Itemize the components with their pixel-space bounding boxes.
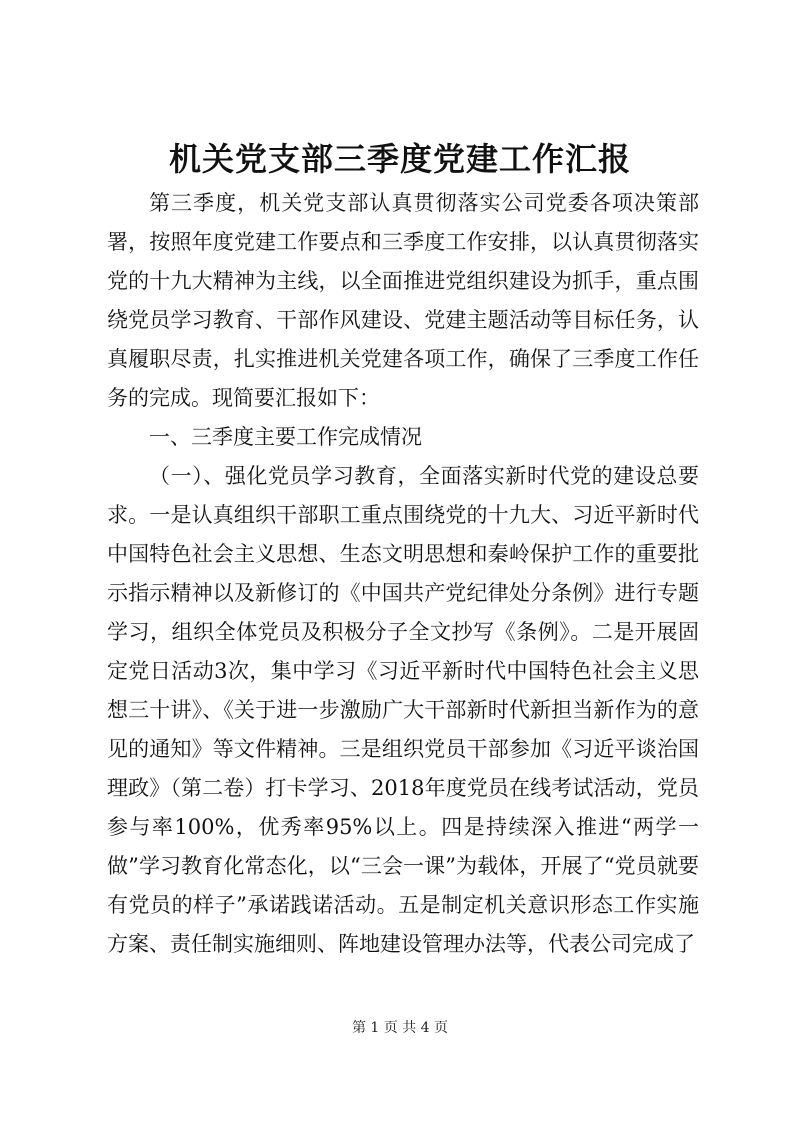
page-footer: 第 1 页 共 4 页 [351, 1020, 449, 1036]
document-body [107, 184, 699, 964]
section-heading: 一、三季度主要工作完成情况 [149, 425, 422, 449]
section-paragraph: （一）、强化党员学习教育，全面落实新时代党的建设总要求。一是认真组织干部职工重点围绕党的十九大、习近平新时代中国特色社会主义思想、生态文明思想和秦岭保护工作的重要批示指示精神以及新修订的《中国共产党纪律处分条例》进行专题学习，组织全体党员及积极分子全文抄写《条例》。二是开展固定党日活动3次，集中学习《习近平新时代中国特色社会主义思想三十讲》、《关于进一步激励广大干部新时代新担当新作为的意见的通知》等文件精神。三是组织党员干部参加《习近平谈治国理政》（第二卷）打卡学习、2018年度党员在线考试活动，党员参与率100%，优秀率95%以上。四是持续深入推进“两学一做”学习教育化常态化，以“三会一课”为载体，开展了“党员就要有党员的样子”承诺践诺活动。五是制定机关意识形态工作实施方案、责任制实施细则、阵地建设管理办法等，代表公司完成了 [107, 464, 699, 956]
intro-paragraph: 第三季度，机关党支部认真贯彻落实公司党委各项决策部署，按照年度党建工作要点和三季度工作安排，以认真贯彻落实党的十九大精神为主线，以全面推进党组织建设为抓手，重点围绕党员学习教育、干部作风建设、党建主题活动等目标任务，认真履职尽责，扎实推进机关党建各项工作，确保了三季度工作任务的完成。现简要汇报如下： [107, 191, 699, 410]
document-title: 机关党支部三季度党建工作汇报 [168, 140, 631, 178]
